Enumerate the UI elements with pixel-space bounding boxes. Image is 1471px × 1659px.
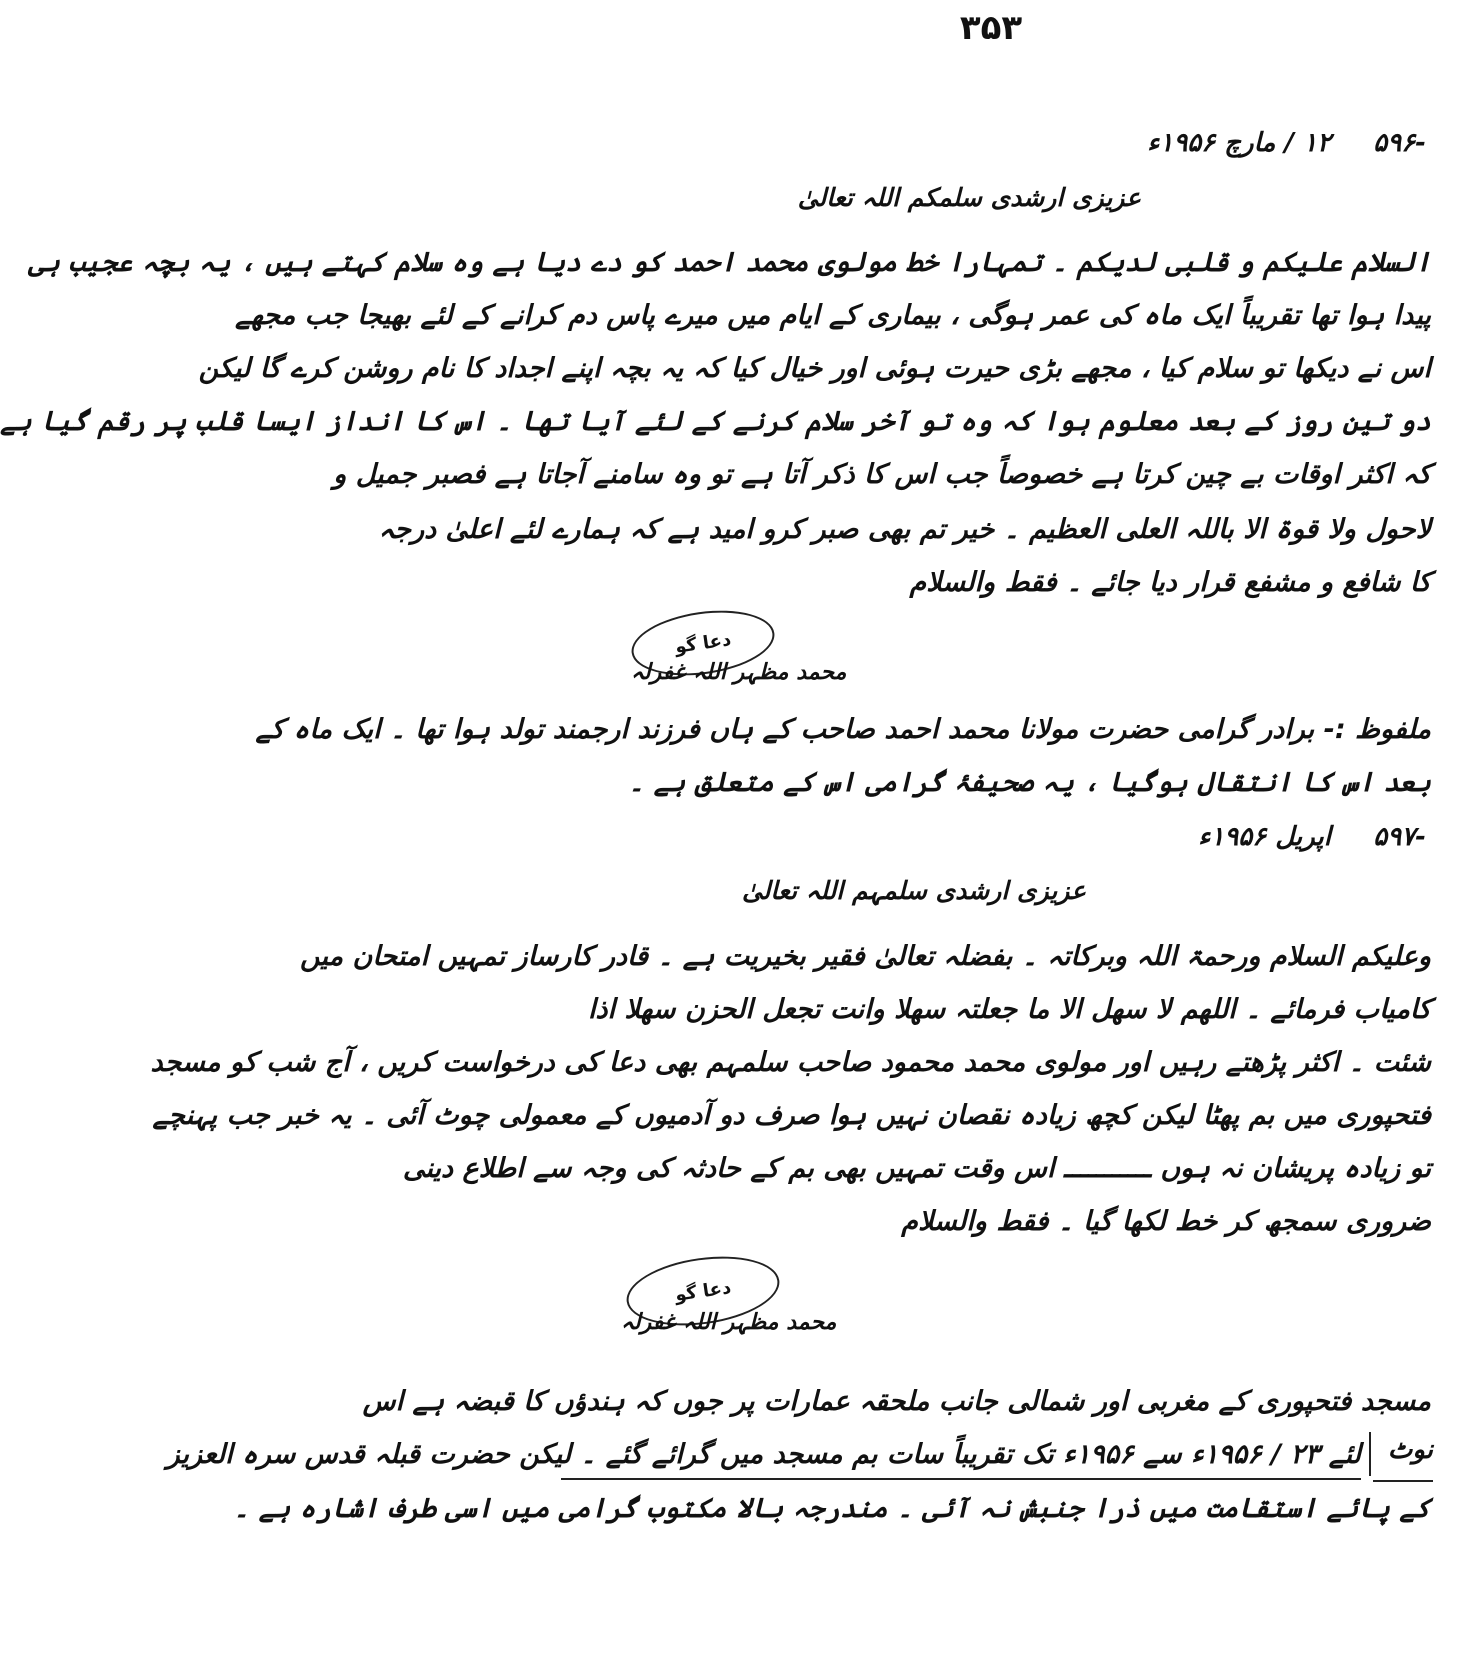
note-text: برادر گرامی حضرت مولانا محمد احمد صاحب کے ہاں فرزند ارجمند تولد ہوا تھا ۔ ایک ماہ کے xyxy=(255,714,1315,745)
letter-line: شئت ۔ اکثر پڑھتے رہیں اور مولوی محمد محمود صاحب سلمہم بھی دعا کی درخواست کریں ، آج شب کو مسجد xyxy=(150,1047,1431,1078)
note-line: لئے ۲۳ / ۱۹۵۶ء سے ۱۹۵۶ء تک تقریباً سات بم مسجد میں گرائے گئے ۔ لیکن حضرت قبلہ قدس سرہ العزیز xyxy=(166,1439,1361,1470)
note-label: ملفوظ :- xyxy=(1323,714,1431,745)
note-label: نوٹ xyxy=(1387,1435,1433,1465)
letter-line: وعلیکم السلام ورحمۃ اللہ وبرکاتہ ۔ بفضلہ تعالیٰ فقیر بخیریت ہے ۔ قادر کارساز تمہیں امتحان میں xyxy=(299,941,1431,972)
letter-number: -۵۹۷ xyxy=(1373,822,1426,852)
letter-date: ۱۲ / مارچ ۱۹۵۶ء xyxy=(1147,128,1331,158)
letter-line: فتحپوری میں بم پھٹا لیکن کچھ زیادہ نقصان نہیں ہوا صرف دو آدمیوں کے معمولی چوٹ آئی ۔ یہ خبر جب پہنچے xyxy=(152,1100,1431,1131)
letter-line: کہ اکثر اوقات بے چین کرتا ہے خصوصاً جب اس کا ذکر آتا ہے تو وہ سامنے آجاتا ہے فصبر جمیل و xyxy=(333,459,1431,490)
letter-line: دو تین روز کے بعد معلوم ہوا کہ وہ تو آخر سلام کرنے کے لئے آیا تھا ۔ اس کا انداز ایسا قلب پر رقم گیا ہے xyxy=(0,406,1431,437)
letter-date: اپریل ۱۹۵۶ء xyxy=(1198,822,1331,852)
signature: محمد مظہر اللہ غفرلہ xyxy=(631,660,847,685)
letter-line: لاحول ولا قوۃ الا باللہ العلی العظیم ۔ خیر تم بھی صبر کرو امید ہے کہ ہمارے لئے اعلیٰ درجہ xyxy=(378,514,1431,545)
note-label-underline xyxy=(1373,1480,1433,1482)
line-underline xyxy=(561,1478,1361,1480)
letter-salutation: عزیزی ارشدی سلمکم اللہ تعالیٰ xyxy=(797,183,1141,212)
signature: محمد مظہر اللہ غفرلہ xyxy=(621,1310,837,1335)
note-bracket xyxy=(1369,1432,1371,1476)
note-line xyxy=(255,713,1431,747)
page-number: ۳۵۳ xyxy=(959,8,1023,48)
letter-salutation: عزیزی ارشدی سلمہم اللہ تعالیٰ xyxy=(741,876,1086,905)
letter-line: کا شافع و مشفع قرار دیا جائے ۔ فقط والسلام xyxy=(909,567,1431,598)
letter-line: ضروری سمجھ کر خط لکھا گیا ۔ فقط والسلام xyxy=(901,1206,1431,1237)
note-line: مسجد فتحپوری کے مغربی اور شمالی جانب ملحقہ عمارات پر جوں کہ ہندؤں کا قبضہ ہے اس xyxy=(362,1386,1431,1417)
letter-line: السلام علیکم و قلبی لدیکم ۔ تمہارا خط مولوی محمد احمد کو دے دیا ہے وہ سلام کہتے ہیں ، یہ بچہ عجیب ہی xyxy=(28,247,1431,278)
letter-line: کامیاب فرمائے ۔ اللھم لا سھل الا ما جعلتہ سھلا وانت تجعل الحزن سھلا اذا xyxy=(587,994,1431,1025)
letter-line: تو زیادہ پریشان نہ ہوں ـــــــــــ اس وقت تمہیں بھی بم کے حادثہ کی وجہ سے اطلاع دینی xyxy=(402,1153,1431,1184)
note-line: بعد اس کا انتقال ہوگیا ، یہ صحیفۂ گرامی اس کے متعلق ہے ۔ xyxy=(628,767,1431,798)
seal-stamp: دعا گو xyxy=(622,1248,784,1335)
letter-line: اس نے دیکھا تو سلام کیا ، مجھے بڑی حیرت ہوئی اور خیال کیا کہ یہ بچہ اپنے اجداد کا نام روشن کرے گا لیکن xyxy=(198,353,1431,384)
letter-line: پیدا ہوا تھا تقریباً ایک ماہ کی عمر ہوگی ، بیماری کے ایام میں میرے پاس دم کرانے کے لئے بھیجا جب مجھے xyxy=(235,300,1431,331)
letter-number: -۵۹۶ xyxy=(1373,128,1426,158)
seal-stamp: دعا گو xyxy=(627,602,778,683)
note-line: کے پائے استقامت میں ذرا جنبش نہ آئی ۔ مندرجہ بالا مکتوب گرامی میں اسی طرف اشارہ ہے ۔ xyxy=(233,1493,1431,1524)
